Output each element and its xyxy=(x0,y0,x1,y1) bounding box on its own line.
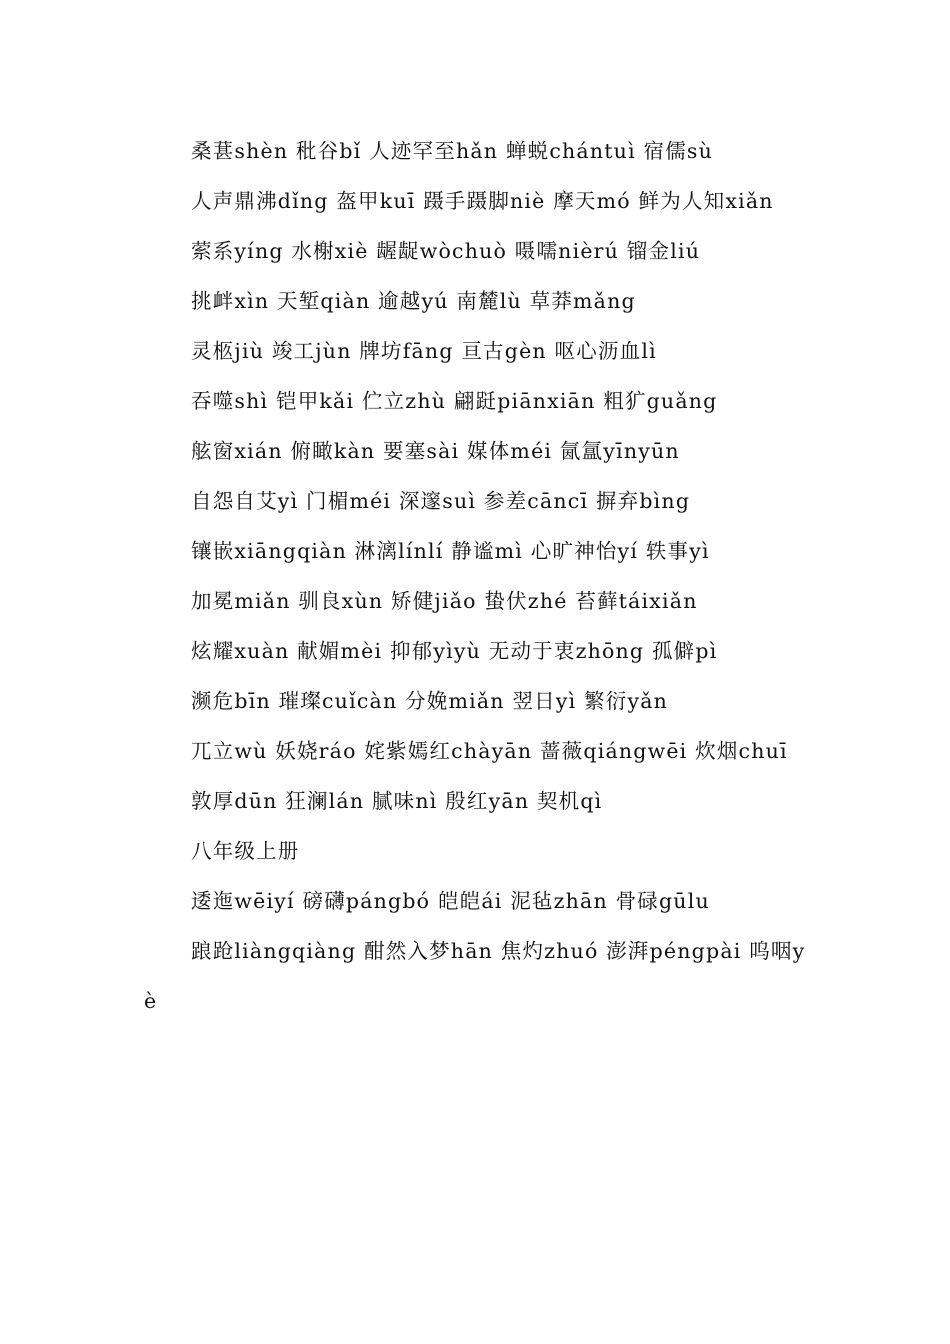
vocab-line: 兀立wù 妖娆ráo 姹紫嫣红chàyān 蔷薇qiángwēi 炊烟chuī xyxy=(191,739,788,763)
vocab-line: 逶迤wēiyí 磅礴pángbó 皑皑ái 泥毡zhān 骨碌gūlu xyxy=(191,889,710,913)
vocab-line: 萦系yíng 水榭xiè 龌龊wòchuò 嗫嚅nièrú 镏金liú xyxy=(191,239,701,263)
vocab-line: 吞噬shì 铠甲kǎi 伫立zhù 翩跹piānxiān 粗犷guǎng xyxy=(191,389,718,413)
vocab-line: 自怨自艾yì 门楣méi 深邃suì 参差cāncī 摒弃bìng xyxy=(191,489,691,513)
vocab-line: 炫耀xuàn 献媚mèi 抑郁yìyù 无动于衷zhōng 孤僻pì xyxy=(191,639,718,663)
vocab-line: 加冕miǎn 驯良xùn 矫健jiǎo 蛰伏zhé 苔藓táixiǎn xyxy=(191,589,698,613)
vocab-line: 桑葚shèn 秕谷bǐ 人迹罕至hǎn 蝉蜕chántuì 宿儒sù xyxy=(191,139,714,163)
vocab-line: 镶嵌xiāngqiàn 淋漓línlí 静谧mì 心旷神怡yí 轶事yì xyxy=(191,539,710,563)
vocab-line: 敦厚dūn 狂澜lán 腻味nì 殷红yān 契机qì xyxy=(191,789,603,813)
vocab-line: 人声鼎沸dǐng 盔甲kuī 蹑手蹑脚niè 摩天mó 鲜为人知xiǎn xyxy=(191,189,774,213)
vocab-line: 挑衅xìn 天堑qiàn 逾越yú 南麓lù 草莽mǎng xyxy=(191,289,636,313)
vocab-line: 舷窗xián 俯瞰kàn 要塞sài 媒体méi 氤氲yīnyūn xyxy=(191,439,680,463)
vocab-line: 踉跄liàngqiàng 酣然入梦hān 焦灼zhuó 澎湃péngpài 呜咽yè xyxy=(144,939,806,1013)
vocabulary-list xyxy=(144,126,810,1026)
section-heading: 八年级上册 xyxy=(191,839,300,863)
vocab-line: 濒危bīn 璀璨cuǐcàn 分娩miǎn 翌日yì 繁衍yǎn xyxy=(191,689,669,713)
vocab-line: 灵柩jiù 竣工jùn 牌坊fāng 亘古gèn 呕心沥血lì xyxy=(191,339,657,363)
